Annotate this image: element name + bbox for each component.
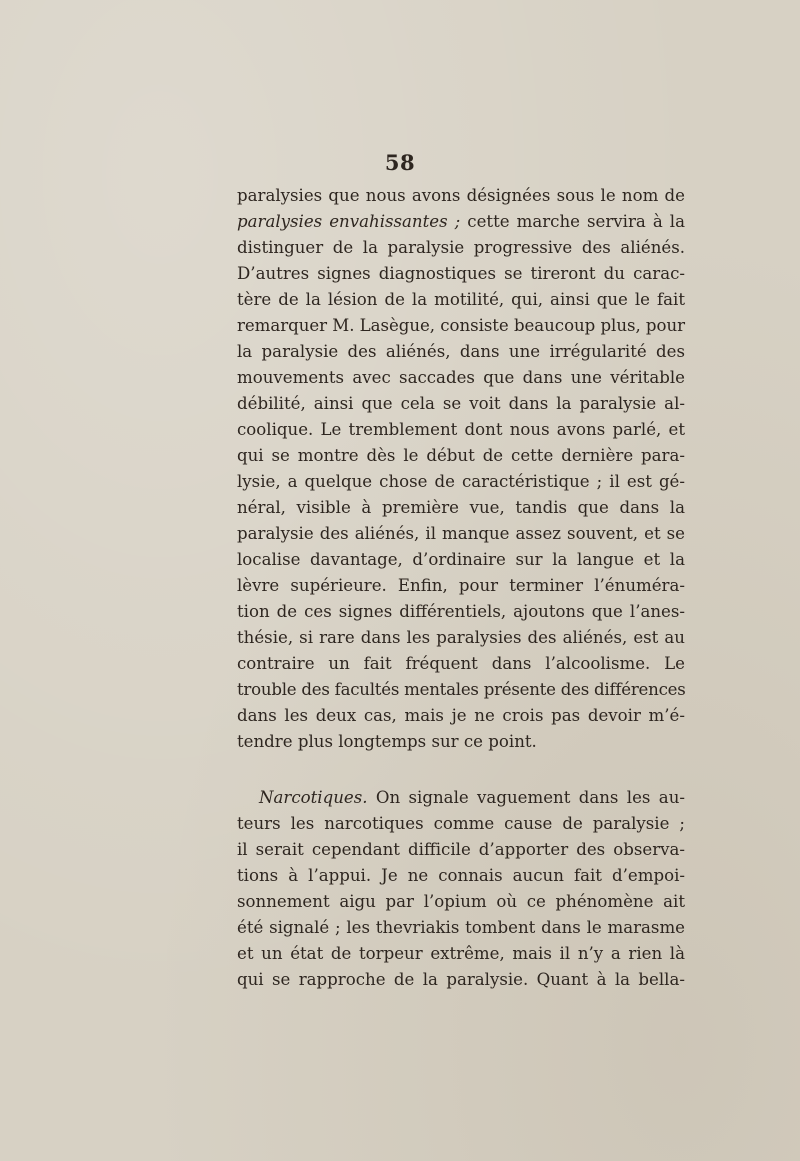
text-line: lèvre supérieure. Enfin, pour terminer l’énuméra- <box>237 576 685 595</box>
text-line: paralysie des aliénés, il manque assez souvent, et se <box>237 524 685 543</box>
text-line: tions à l’appui. Je ne connais aucun fait d’empoi- <box>237 866 685 885</box>
italic-term: paralysies envahissantes ; <box>237 212 461 231</box>
text-line: trouble des facultés mentales présente des différences <box>237 680 686 699</box>
text-line: teurs les narcotiques comme cause de paralysie ; <box>237 814 685 833</box>
text-line: mouvements avec saccades que dans une véritable <box>237 368 685 387</box>
text-line: remarquer M. Lasègue, consiste beaucoup plus, pour <box>237 316 685 335</box>
text-line <box>237 209 685 235</box>
text-line: sonnement aigu par l’opium où ce phénomène ait <box>237 892 685 911</box>
text-line: D’autres signes diagnostiques se tireront du carac- <box>237 264 685 283</box>
page-number: 58 <box>384 150 416 175</box>
text-line: paralysies que nous avons désignées sous le nom de <box>237 186 685 205</box>
paragraph-paralysie <box>237 183 685 755</box>
text-line: qui se rapproche de la paralysie. Quant à la bella- <box>237 970 685 989</box>
body-text <box>237 183 685 993</box>
text-line: dans les deux cas, mais je ne crois pas devoir m’é- <box>237 706 685 725</box>
text-line: il serait cependant difficile d’apporter des observa- <box>237 840 685 859</box>
text-line: qui se montre dès le début de cette dernière para- <box>237 446 685 465</box>
text-line: distinguer de la paralysie progressive des aliénés. <box>237 238 685 257</box>
text-line: tion de ces signes différentiels, ajoutons que l’anes- <box>237 602 685 621</box>
text-line: thésie, si rare dans les paralysies des aliénés, est au <box>237 628 685 647</box>
text-line: et un état de torpeur extrême, mais il n’y a rien là <box>237 944 685 963</box>
text-line: localise davantage, d’ordinaire sur la langue et la <box>237 550 685 569</box>
text-line: la paralysie des aliénés, dans une irrégularité des <box>237 342 685 361</box>
text-line: tendre plus longtemps sur ce point. <box>237 732 537 751</box>
text-fragment: cette marche servira à la <box>460 212 685 231</box>
text-line: coolique. Le tremblement dont nous avons parlé, et <box>237 420 685 439</box>
section-heading: Narcotiques. <box>259 788 368 807</box>
text-line: néral, visible à première vue, tandis que dans la <box>237 498 685 517</box>
paragraph-gap <box>237 755 685 785</box>
text-line <box>237 785 685 811</box>
text-line: contraire un fait fréquent dans l’alcoolisme. Le <box>237 654 685 673</box>
text-fragment: On signale vaguement dans les au- <box>367 788 685 807</box>
text-line: débilité, ainsi que cela se voit dans la paralysie al- <box>237 394 685 413</box>
text-line: tère de la lésion de la motilité, qui, ainsi que le fait <box>237 290 685 309</box>
text-line: été signalé ; les thevriakis tombent dans le marasme <box>237 918 685 937</box>
paragraph-narcotiques <box>237 785 685 993</box>
text-line: lysie, a quelque chose de caractéristique ; il est gé- <box>237 472 685 491</box>
